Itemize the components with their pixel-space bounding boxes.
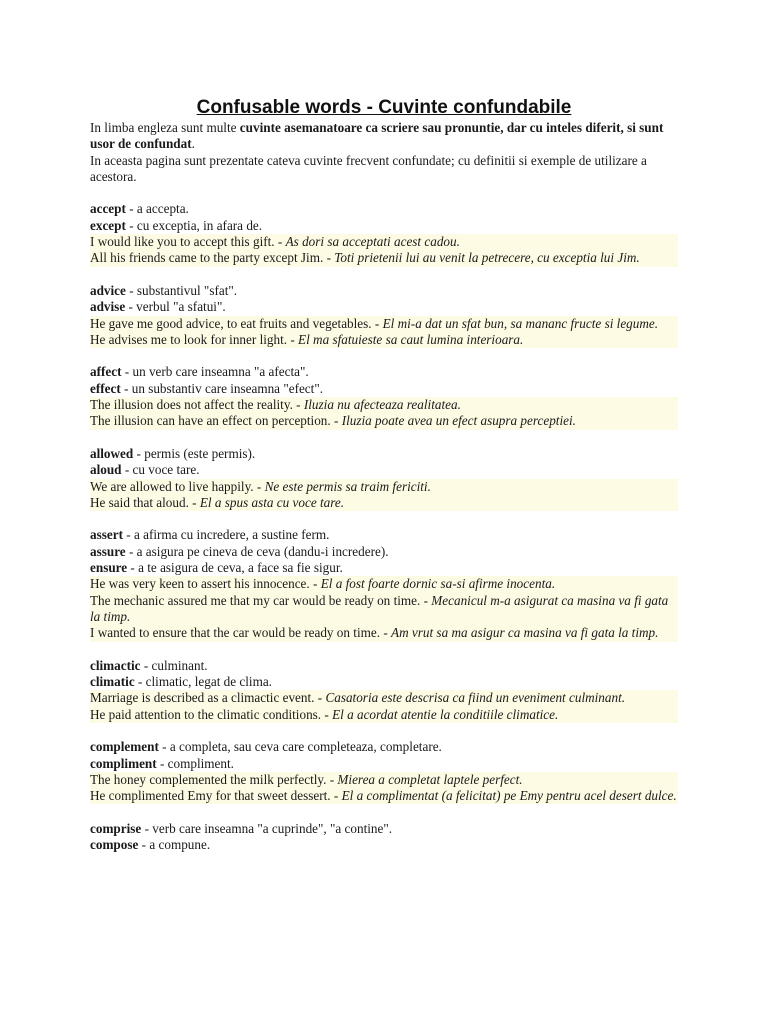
example-sentence (90, 250, 678, 266)
examples-block (90, 690, 678, 723)
example-romanian: Iluzia nu afecteaza realitatea. (303, 397, 461, 413)
example-english: The honey complemented the milk perfectly. - (90, 771, 338, 787)
word-definition (90, 218, 678, 234)
word-definition (90, 658, 678, 674)
example-english: All his friends came to the party except Jim. - (90, 250, 335, 266)
word-term: assert (90, 527, 123, 543)
word-term: climatic (90, 674, 135, 690)
word-meaning: - permis (este permis). (133, 445, 256, 461)
example-romanian: Casatoria este descrisa ca fiind un eveniment culminant. (325, 690, 626, 706)
example-sentence (90, 332, 678, 348)
example-sentence (90, 576, 678, 592)
example-romanian: Iluzia poate avea un efect asupra perceptiei. (341, 413, 576, 429)
intro-line-2: In aceasta pagina sunt prezentate cateva cuvinte frecvent confundate; cu definitii si exemple de utilizare a acestora. (90, 152, 647, 184)
example-english: He advises me to look for inner light. - (90, 331, 299, 347)
examples-block (90, 316, 678, 349)
example-sentence (90, 625, 678, 641)
example-romanian: El a fost foarte dornic sa-si afirme inocenta. (320, 576, 556, 592)
word-group (90, 283, 678, 348)
example-english: I would like you to accept this gift. - (90, 234, 286, 250)
word-group (90, 739, 678, 804)
word-meaning: - a accepta. (125, 201, 189, 217)
word-definition (90, 527, 678, 543)
examples-block (90, 234, 678, 267)
word-meaning: - verb care inseamna "a cuprinde", "a contine". (141, 820, 393, 836)
example-english: The mechanic assured me that my car would be ready on time. - (90, 592, 432, 608)
word-meaning: - un substantiv care inseamna "efect". (120, 380, 324, 396)
example-english: He paid attention to the climatic conditions. - (90, 706, 333, 722)
example-romanian: As dori sa acceptati acest cadou. (285, 234, 460, 250)
example-sentence (90, 788, 678, 804)
word-meaning: - culminant. (140, 657, 208, 673)
word-term: allowed (90, 445, 134, 461)
examples-block (90, 772, 678, 805)
word-definition (90, 299, 678, 315)
word-meaning: - cu exceptia, in afara de. (125, 217, 263, 233)
word-definition (90, 756, 678, 772)
word-group (90, 364, 678, 429)
word-definition (90, 462, 678, 478)
example-sentence (90, 479, 678, 495)
word-term: ensure (90, 560, 128, 576)
word-term: comprise (90, 820, 142, 836)
word-definition (90, 201, 678, 217)
example-romanian: Mecanicul m-a asigurat ca masina va fi gata la timp. (90, 592, 669, 624)
example-romanian: Mierea a completat laptele perfect. (337, 771, 523, 787)
example-english: I wanted to ensure that the car would be ready on time. - (90, 625, 392, 641)
word-term: accept (90, 201, 126, 217)
word-term: complement (90, 739, 159, 755)
example-english: He complimented Emy for that sweet dessert. - (90, 788, 342, 804)
examples-block (90, 576, 678, 641)
word-group (90, 446, 678, 511)
word-definition (90, 837, 678, 853)
word-term: climactic (90, 657, 141, 673)
word-definition (90, 821, 678, 837)
example-romanian: El a complimentat (a felicitat) pe Emy pentru acel desert dulce. (341, 788, 677, 804)
intro-bold-text: cuvinte asemanatoare ca scriere sau pronuntie, dar cu inteles diferit, si sunt usor de confundat (90, 120, 664, 152)
word-meaning: - a completa, sau ceva care completeaza, completare. (158, 739, 442, 755)
example-english: He said that aloud. - (90, 494, 200, 510)
word-definition (90, 283, 678, 299)
word-definition (90, 674, 678, 690)
example-romanian: El a acordat atentie la conditiile climatice. (332, 706, 559, 722)
example-english: Marriage is described as a climactic event. - (90, 690, 326, 706)
word-meaning: - cu voce tare. (121, 462, 200, 478)
word-term: advise (90, 299, 126, 315)
word-term: compliment (90, 755, 157, 771)
example-sentence (90, 234, 678, 250)
word-definition (90, 364, 678, 380)
example-romanian: El a spus asta cu voce tare. (199, 494, 345, 510)
word-group (90, 821, 678, 854)
example-romanian: Ne este permis sa traim fericiti. (264, 478, 431, 494)
word-term: compose (90, 837, 139, 853)
intro-line-1 (90, 120, 678, 153)
example-sentence (90, 413, 678, 429)
word-group (90, 658, 678, 723)
word-meaning: - compliment. (156, 755, 234, 771)
word-group (90, 201, 678, 266)
word-term: except (90, 217, 126, 233)
example-english: The illusion does not affect the reality. - (90, 397, 304, 413)
word-term: effect (90, 380, 121, 396)
word-meaning: - a afirma cu incredere, a sustine ferm. (122, 527, 330, 543)
intro-paragraph (90, 120, 678, 185)
word-definition (90, 560, 678, 576)
word-meaning: - a te asigura de ceva, a face sa fie sigur. (127, 560, 343, 576)
intro-end: . (191, 136, 195, 152)
example-sentence (90, 316, 678, 332)
word-group (90, 527, 678, 641)
word-meaning: - verbul "a sfatui". (125, 299, 226, 315)
example-sentence (90, 772, 678, 788)
word-meaning: - substantivul "sfat". (125, 282, 238, 298)
word-definition (90, 544, 678, 560)
example-romanian: Am vrut sa ma asigur ca masina va fi gata la timp. (391, 625, 659, 641)
word-meaning: - a asigura pe cineva de ceva (dandu-i incredere). (125, 543, 389, 559)
word-term: aloud (90, 462, 122, 478)
example-english: The illusion can have an effect on perception. - (90, 413, 342, 429)
word-meaning: - climatic, legat de clima. (134, 674, 272, 690)
example-english: We are allowed to live happily. - (90, 478, 265, 494)
word-meaning: - a compune. (138, 837, 211, 853)
example-romanian: El ma sfatuieste sa caut lumina interioara. (298, 331, 524, 347)
word-definition (90, 739, 678, 755)
example-sentence (90, 707, 678, 723)
document-content (90, 96, 678, 853)
example-sentence (90, 690, 678, 706)
examples-block (90, 479, 678, 512)
example-romanian: El mi-a dat un sfat bun, sa mananc fructe si legume. (382, 315, 659, 331)
example-english: He gave me good advice, to eat fruits and vegetables. - (90, 315, 383, 331)
page-title: Confusable words - Cuvinte confundabile (196, 97, 572, 118)
intro-text: In limba engleza sunt multe (90, 120, 240, 135)
example-sentence (90, 397, 678, 413)
word-groups (90, 201, 678, 853)
example-romanian: Toti prietenii lui au venit la petrecere, cu exceptia lui Jim. (334, 250, 640, 266)
word-term: affect (90, 364, 122, 380)
word-meaning: - un verb care inseamna "a afecta". (121, 364, 309, 380)
example-sentence (90, 593, 678, 626)
example-sentence (90, 495, 678, 511)
word-definition (90, 381, 678, 397)
example-english: He was very keen to assert his innocence. - (90, 576, 321, 592)
word-definition (90, 446, 678, 462)
word-term: assure (90, 543, 126, 559)
examples-block (90, 397, 678, 430)
word-term: advice (90, 282, 126, 298)
